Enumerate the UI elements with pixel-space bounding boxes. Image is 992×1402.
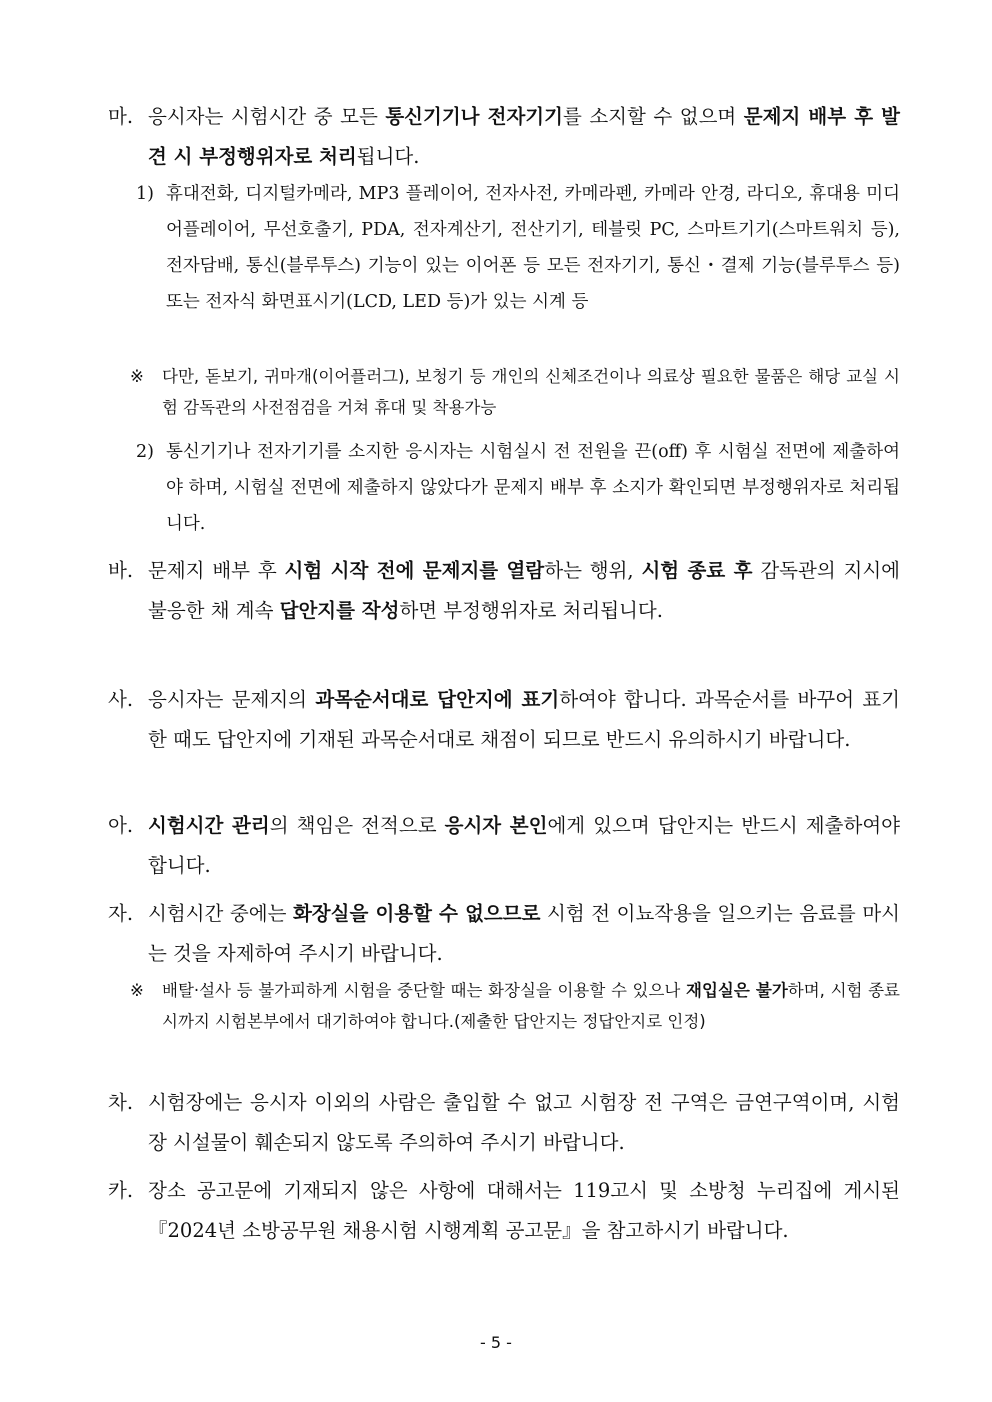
note-2 [130, 975, 900, 1037]
item-text: 시험시간 관리의 책임은 전적으로 응시자 본인에게 있으며 답안지는 반드시 제출하여야 합니다. [148, 814, 900, 877]
sub-text: 통신기기나 전자기기를 소지한 응시자는 시험실시 전 전원을 끈(off) 후 시험실 전면에 제출하여야 하며, 시험실 전면에 제출하지 않았다가 문제지 배부 후 소지가 확인되면 부정행위자로 처리됩니다. [166, 442, 900, 534]
item-ja [108, 894, 900, 974]
item-marker: 마. [108, 105, 134, 128]
item-text: 응시자는 문제지의 과목순서대로 답안지에 표기하여야 합니다. 과목순서를 바꾸어 표기한 때도 답안지에 기재된 과목순서대로 채점이 되므로 반드시 유의하시기 바랍니다. [148, 688, 901, 751]
item-text: 응시자는 시험시간 중 모든 통신기기나 전자기기를 소지할 수 없으며 문제지 배부 후 발견 시 부정행위자로 처리됩니다. [148, 105, 900, 168]
note-1 [130, 361, 900, 423]
item-text: 장소 공고문에 기재되지 않은 사항에 대해서는 119고시 및 소방청 누리집에 게시된『2024년 소방공무원 채용시험 시행계획 공고문』을 참고하시기 바랍니다. [148, 1179, 900, 1242]
note-text: 배탈·설사 등 불가피하게 시험을 중단할 때는 화장실을 이용할 수 있으나 재입실은 불가하며, 시험 종료 시까지 시험본부에서 대기하여야 합니다.(제출한 답안지는 정답안지로 인정) [162, 981, 900, 1031]
item-marker: 차. [108, 1091, 134, 1114]
item-ma [108, 97, 900, 177]
sub-text: 휴대전화, 디지털카메라, MP3 플레이어, 전자사전, 카메라펜, 카메라 안경, 라디오, 휴대용 미디어플레이어, 무선호출기, PDA, 전자계산기, 전산기기, 테블릿 PC, 스마트기기(스마트워치 등), 전자담배, 통신(블루투스) 기능이 있는 이어폰 등 모든 전자기기, 통신・결제 기능(블루투스 등) 또는 전자식 화면표시기(LCD, LED 등)가 있는 시계 등 [166, 184, 900, 312]
sub-marker: 1) [136, 184, 154, 204]
sub-item-1 [136, 176, 900, 320]
item-marker: 바. [108, 559, 134, 582]
note-text: 다만, 돋보기, 귀마개(이어플러그), 보청기 등 개인의 신체조건이나 의료상 필요한 물품은 해당 교실 시험 감독관의 사전점검을 거쳐 휴대 및 착용가능 [162, 367, 900, 417]
item-ba [108, 551, 900, 631]
item-text: 시험시간 중에는 화장실을 이용할 수 없으므로 시험 전 이뇨작용을 일으키는 음료를 마시는 것을 자제하여 주시기 바랍니다. [148, 902, 900, 965]
item-a [108, 806, 900, 886]
item-cha [108, 1083, 900, 1163]
item-marker: 사. [108, 688, 134, 711]
item-text: 문제지 배부 후 시험 시작 전에 문제지를 열람하는 행위, 시험 종료 후 감독관의 지시에 불응한 채 계속 답안지를 작성하면 부정행위자로 처리됩니다. [148, 559, 901, 622]
reference-mark-icon: ※ [130, 981, 144, 1000]
item-text: 시험장에는 응시자 이외의 사람은 출입할 수 없고 시험장 전 구역은 금연구역이며, 시험장 시설물이 훼손되지 않도록 주의하여 주시기 바랍니다. [148, 1091, 900, 1154]
item-marker: 카. [108, 1179, 134, 1202]
item-sa [108, 680, 900, 760]
item-marker: 자. [108, 902, 134, 925]
sub-marker: 2) [136, 442, 154, 462]
sub-item-2 [136, 434, 900, 542]
reference-mark-icon: ※ [130, 367, 144, 386]
page-number: - 5 - [480, 1333, 512, 1352]
item-marker: 아. [108, 814, 134, 837]
item-ka [108, 1171, 900, 1251]
